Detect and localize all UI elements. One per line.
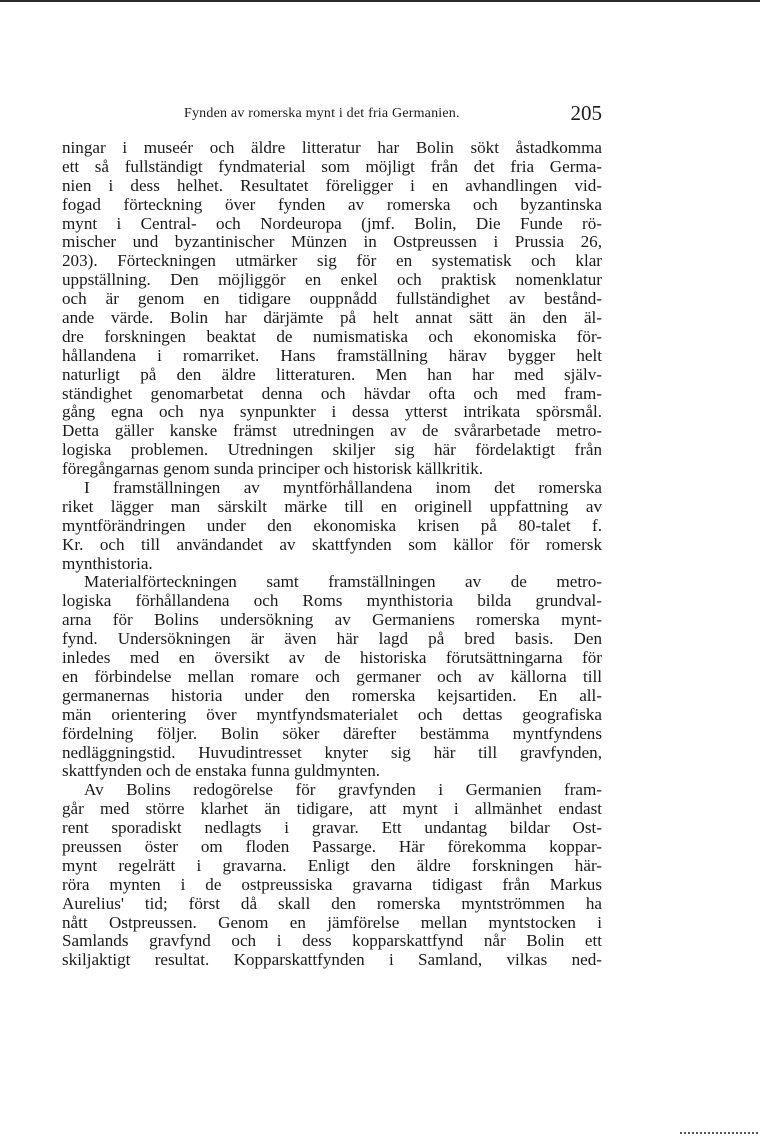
paragraph-start-line: Av Bolins redogörelse för gravfynden i Germanien fram- <box>84 781 602 800</box>
text-line: mischer und byzantinischer Münzen in Ostpreussen i Prussia 26, <box>62 233 602 252</box>
text-line: män orientering över myntfyndsmaterialet och dettas geografiska <box>62 705 602 724</box>
text-line: mynt regelrätt i gravarna. Enligt den äldre forskningen här- <box>62 856 602 875</box>
book-page <box>62 103 602 970</box>
text-line: 203). Förteckningen utmärker sig för en systematisk och klar <box>62 252 602 271</box>
text-line: Detta gäller kanske främst utredningen av de svårarbetade metro- <box>62 422 602 441</box>
top-edge-rule <box>0 0 760 2</box>
text-line: ningar i museér och äldre litteratur har Bolin sökt åstadkomma <box>62 139 602 157</box>
text-line: en förbindelse mellan romare och germaner och av källorna till <box>62 667 602 686</box>
text-line: fogad förteckning över fynden av romerska och byzantinska <box>62 195 602 214</box>
text-line: riket lägger man särskilt märke till en originell uppfattning av <box>62 497 602 516</box>
text-line: Kr. och till användandet av skattfynden som källor för romersk <box>62 535 602 554</box>
text-line: föregångarnas genom sunda principer och historisk källkritik. <box>62 460 484 479</box>
running-title: Fynden av romerska mynt i det fria Germanien. <box>184 106 460 121</box>
text-line: nedläggningstid. Huvudintresset knyter sig här till gravfynden, <box>62 743 602 762</box>
page-number: 205 <box>570 101 602 125</box>
running-header <box>62 103 602 139</box>
text-line: gång egna och nya synpunkter i dessa ytterst intrikata spörsmål. <box>62 403 602 422</box>
scan-edge-mark <box>680 1129 758 1134</box>
text-line: dre forskningen beaktat de numismatiska och ekonomiska för- <box>62 327 602 346</box>
text-line: Samlands gravfynd och i dess kopparskattfynd når Bolin ett <box>62 932 602 951</box>
text-line: ett så fullständigt fyndmaterial som möjligt från det fria Germa- <box>62 157 602 176</box>
paragraph-start-line: I framställningen av myntförhållandena inom det romerska <box>84 479 602 498</box>
text-line: Aurelius' tid; först då skall den romerska myntströmmen ha <box>62 894 602 913</box>
text-line: naturligt på den äldre litteraturen. Men han har med själv- <box>62 365 602 384</box>
text-line: uppställning. Den möjliggör en enkel och praktisk nomenklatur <box>62 271 602 290</box>
text-line: hållandena i romarriket. Hans framställning härav bygger helt <box>62 346 602 365</box>
text-line: arna för Bolins undersökning av Germaniens romerska mynt- <box>62 611 602 630</box>
text-line: mynt i Central- och Nordeuropa (jmf. Bolin, Die Funde rö- <box>62 214 602 233</box>
paragraph-start-line: Materialförteckningen samt framställningen av de metro- <box>84 573 602 592</box>
text-line: nien i dess helhet. Resultatet föreligger i en avhandlingen vid- <box>62 176 602 195</box>
text-line: skattfynden och de enstaka funna guldmynten. <box>62 762 381 781</box>
text-line: inledes med en översikt av de historiska förutsättningarna för <box>62 649 602 668</box>
text-line: fördelning följer. Bolin söker därefter bestämma myntfyndens <box>62 724 602 743</box>
text-line: röra mynten i de ostpreussiska gravarna tidigast från Markus <box>62 875 602 894</box>
text-line: germanernas historia under den romerska kejsartiden. En all- <box>62 686 602 705</box>
text-line: ande värde. Bolin har därjämte på helt annat sätt än den äl- <box>62 309 602 328</box>
text-line: skiljaktigt resultat. Kopparskattfynden i Samland, vilkas ned- <box>62 951 602 970</box>
text-line: mynthistoria. <box>62 554 153 573</box>
body-text <box>62 139 602 970</box>
text-line: och är genom en tidigare ouppnådd fullständighet av bestånd- <box>62 290 602 309</box>
text-line: fynd. Undersökningen är även här lagd på bred basis. Den <box>62 630 602 649</box>
text-line: myntförändringen under den ekonomiska krisen på 80-talet f. <box>62 516 602 535</box>
text-line: går med större klarhet än tidigare, att mynt i allmänhet endast <box>62 800 602 819</box>
text-line: logiska förhållandena och Roms mynthistoria bilda grundval- <box>62 592 602 611</box>
text-line: ständighet genomarbetat denna och hävdar ofta och med fram- <box>62 384 602 403</box>
text-line: rent sporadiskt nedlagts i gravar. Ett undantag bildar Ost- <box>62 819 602 838</box>
text-line: nått Ostpreussen. Genom en jämförelse mellan myntstocken i <box>62 913 602 932</box>
text-line: preussen öster om floden Passarge. Här förekomma koppar- <box>62 837 602 856</box>
text-line: logiska problemen. Utredningen skiljer sig här fördelaktigt från <box>62 441 602 460</box>
